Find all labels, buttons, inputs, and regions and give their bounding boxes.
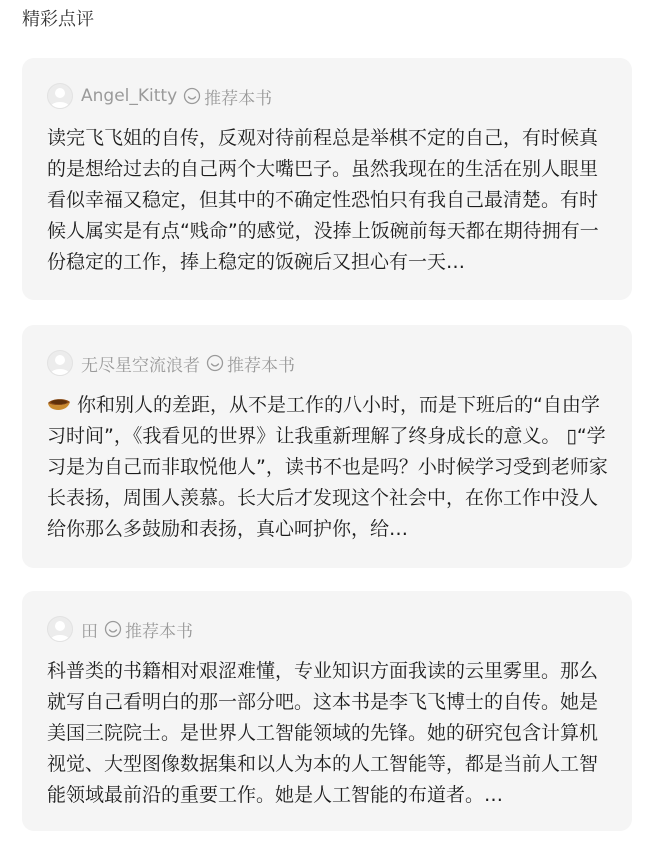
username[interactable]: 无尽星空流浪者 <box>81 355 200 376</box>
smile-icon <box>183 87 201 105</box>
review-card[interactable] <box>22 325 632 568</box>
dumpling-emoji-icon <box>47 393 71 413</box>
review-header <box>47 349 612 377</box>
smile-icon <box>104 620 122 638</box>
review-body: 科普类的书籍相对艰涩难懂，专业知识方面我读的云里雾里。那么就写自己看明白的那一部分吧。这本书是李飞飞博士的自传。她是美国三院院士。是世界人工智能领域的先锋。她的研究包含计算机视觉、大型图像数据集和以人为本的人工智能等，都是当前人工智能领域最前沿的重要工作。她是人工智能的布道者。… <box>47 660 599 806</box>
review-text[interactable] <box>47 390 612 545</box>
review-header <box>47 615 612 643</box>
smile-icon <box>206 354 224 372</box>
username[interactable]: Angel_Kitty <box>81 86 178 106</box>
default-avatar-icon <box>48 351 72 375</box>
review-text[interactable] <box>47 656 612 811</box>
review-card[interactable] <box>22 58 632 300</box>
review-card[interactable] <box>22 591 632 831</box>
section-title: 精彩点评 <box>22 9 94 30</box>
review-text[interactable] <box>47 123 612 278</box>
review-header <box>47 82 612 110</box>
avatar[interactable] <box>47 616 73 642</box>
recommend-badge: 推荐本书 <box>204 88 273 109</box>
default-avatar-icon <box>48 617 72 641</box>
default-avatar-icon <box>48 84 72 108</box>
review-body: 你和别人的差距，从不是工作的八小时，而是下班后的“自由学习时间”，《我看见的世界》让我重新理解了终身成长的意义。 ▯“学习是为自己而非取悦他人”，读书不也是吗？小时候学习受到老师家长表扬，周围人羡慕。长大后才发现这个社会中，在你工作中没人给你那么多鼓励和表扬，真心呵护你，给… <box>47 394 608 540</box>
username[interactable]: 田 <box>81 621 98 642</box>
recommend-badge: 推荐本书 <box>125 621 193 642</box>
review-body: 读完飞飞姐的自传，反观对待前程总是举棋不定的自己，有时候真的是想给过去的自己两个大嘴巴子。虽然我现在的生活在别人眼里看似幸福又稳定，但其中的不确定性恐怕只有我自己最清楚。有时候人属实是有点“贱命”的感觉，没捧上饭碗前每天都在期待拥有一份稳定的工作，捧上稳定的饭碗后又担心有一天… <box>47 127 599 273</box>
recommend-badge: 推荐本书 <box>227 355 295 376</box>
avatar[interactable] <box>47 83 73 109</box>
avatar[interactable] <box>47 350 73 376</box>
